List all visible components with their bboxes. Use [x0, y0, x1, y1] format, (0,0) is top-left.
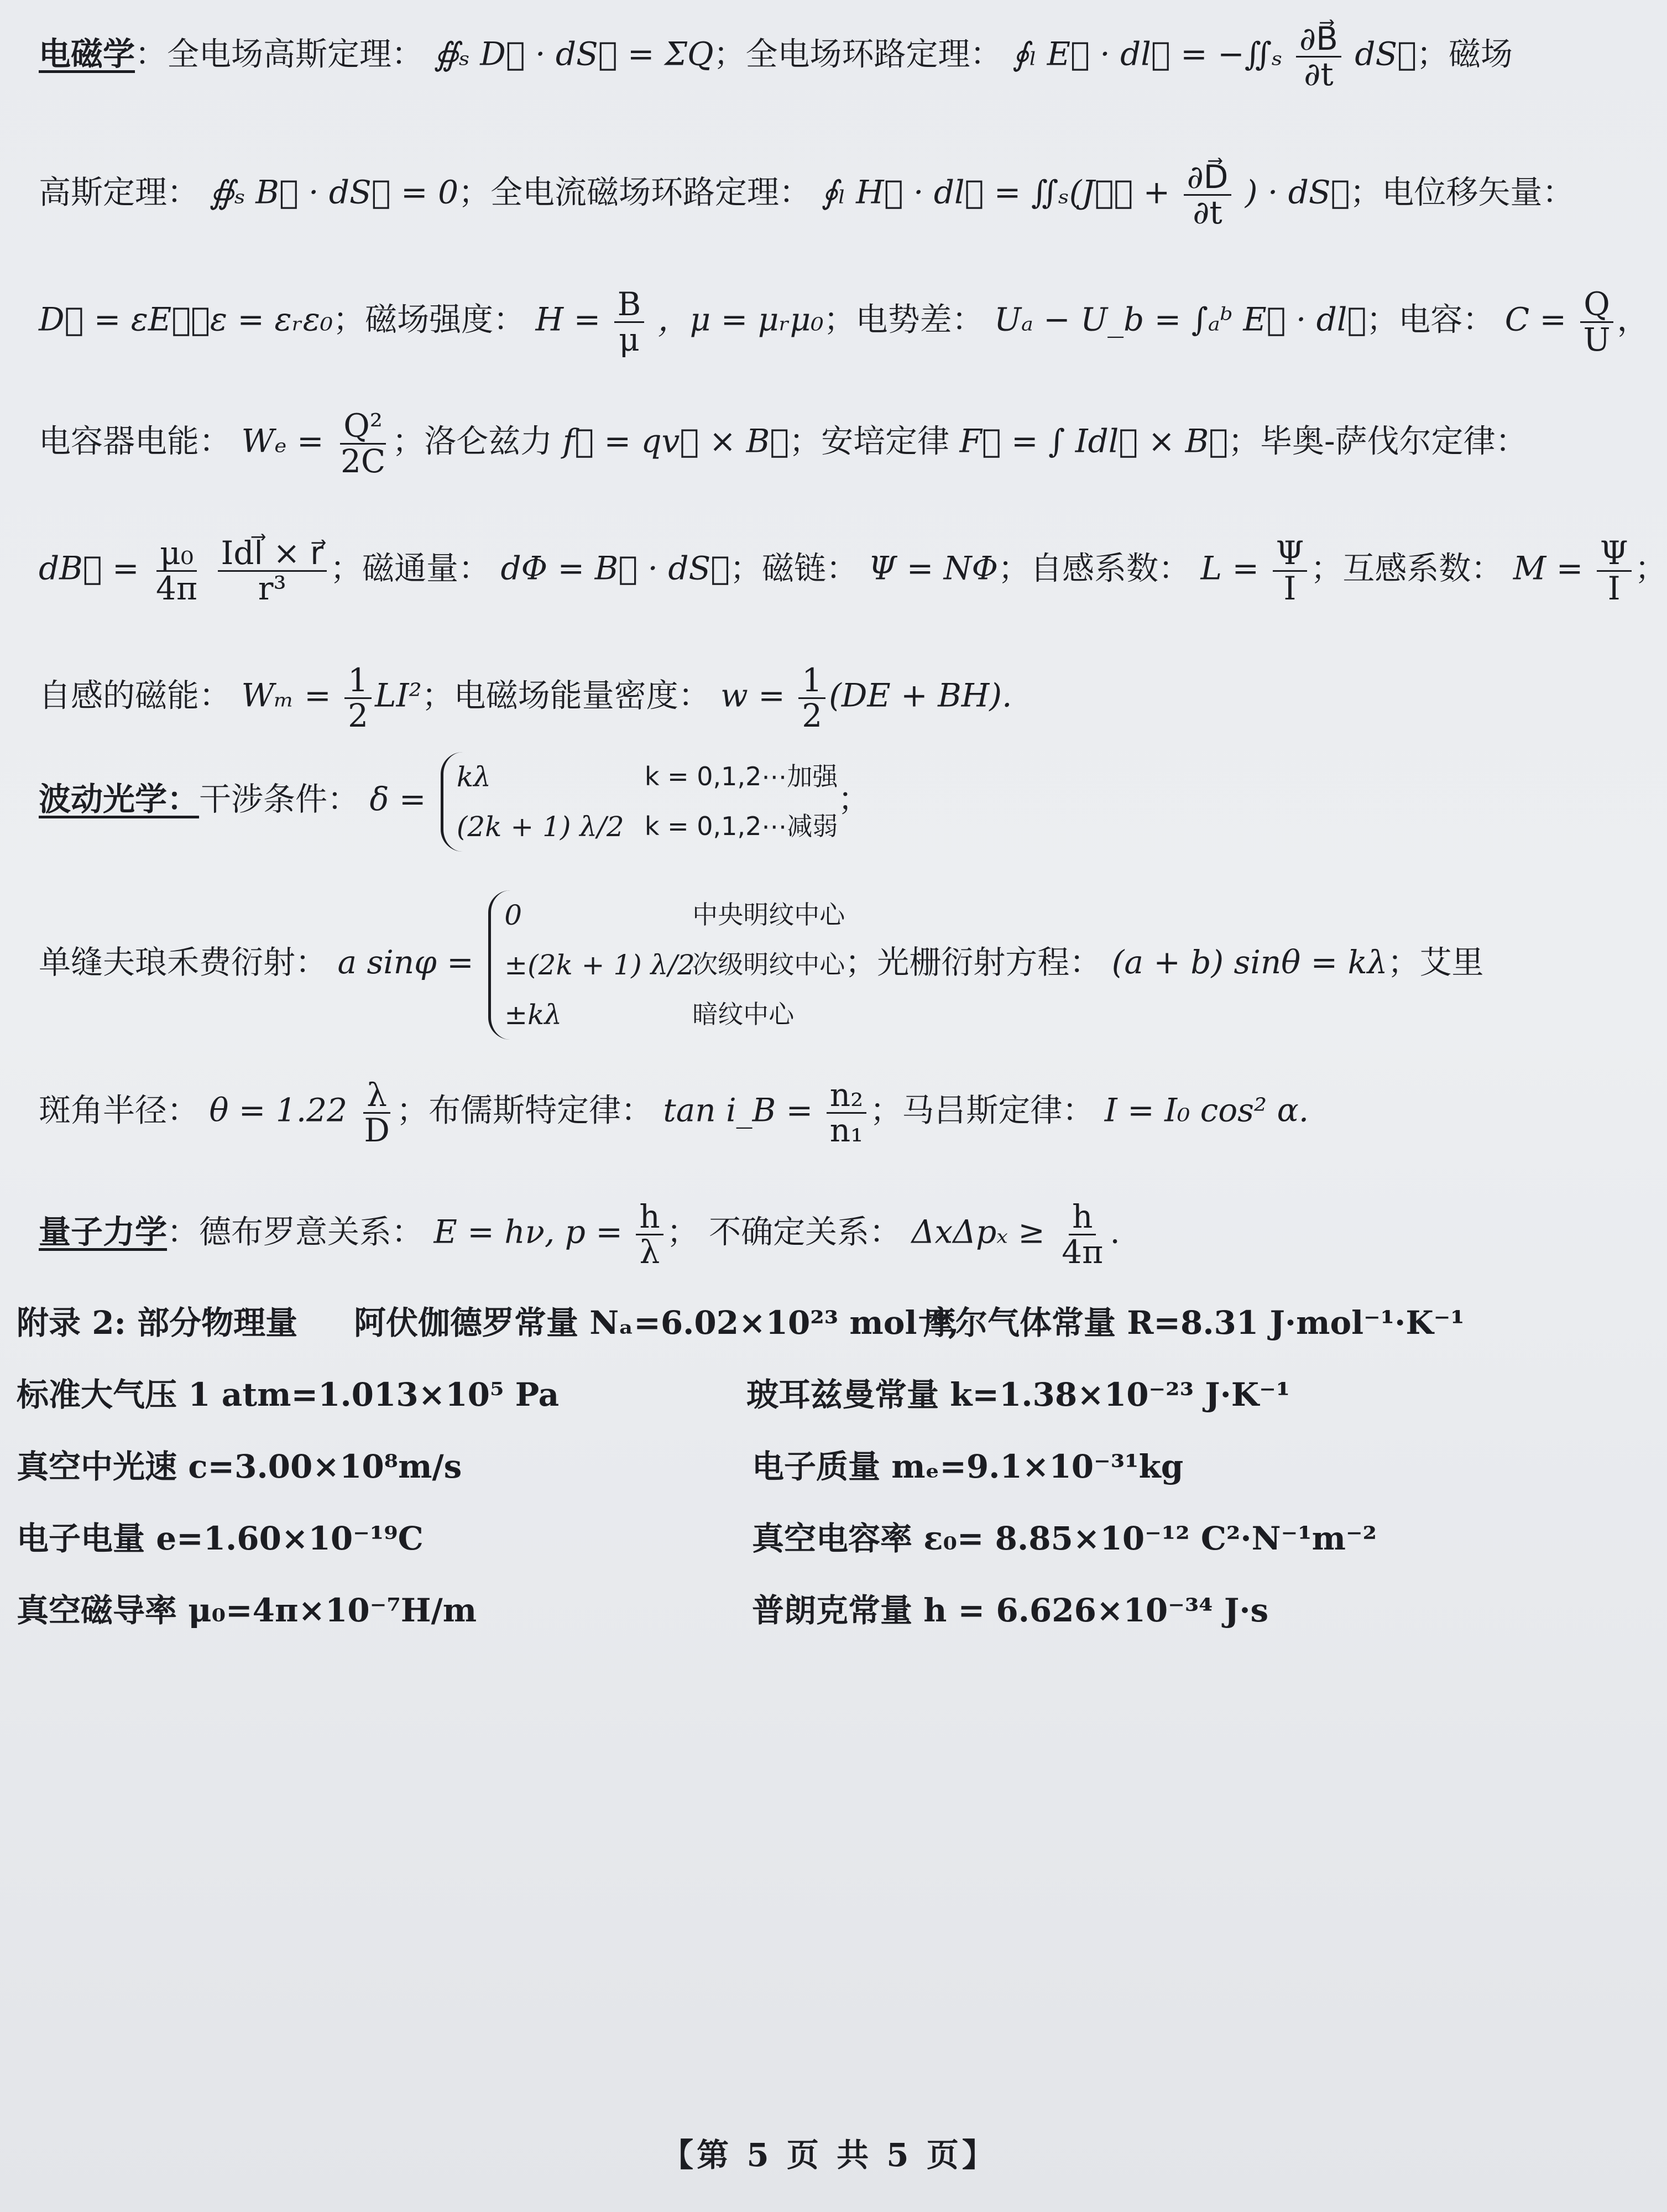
section-heading-electromagnetism: 电磁学 [39, 35, 135, 73]
math: LI² [375, 676, 422, 714]
math: Wₑ = [241, 422, 324, 460]
math: H = [535, 300, 601, 338]
fraction: $\frac{\lambda}{D}$ [364, 1076, 390, 1149]
math: (a + b) sinθ = kλ [1111, 943, 1388, 982]
math: I = I₀ cos² α. [1104, 1091, 1309, 1129]
text: ；洛仑兹力 [392, 422, 553, 460]
math: dB⃗ = [39, 549, 139, 587]
math: (DE + BH). [829, 676, 1012, 714]
text: ；毕奥-萨伐尔定律： [1228, 422, 1528, 460]
electromagnetism-line-1 [39, 22, 1626, 91]
interference-cases: kλ k = 0,1,2⋯加强 (2k + 1) λ/2 k = 0,1,2⋯减弱 [441, 752, 838, 852]
text: ； [1634, 549, 1667, 587]
text: 高斯定理： [39, 173, 200, 211]
text: ；磁场强度： [333, 300, 526, 338]
electromagnetism-line-4 [39, 409, 1626, 478]
vacuum-permeability: 真空磁导率 μ₀=4π×10⁻⁷H/m [17, 1592, 477, 1629]
text: ；自感系数： [998, 549, 1191, 587]
ampere-maxwell-law: ∮ₗ H⃗ · dl⃗ = ∬ₛ(J⃗꜀ + [821, 173, 1170, 211]
math: dΦ = B⃗ · dS⃗ [500, 549, 730, 587]
electromagnetism-line-5 [39, 534, 1667, 607]
speed-of-light: 真空中光速 c=3.00×10⁸m/s [17, 1448, 462, 1485]
text: ；电磁场能量密度： [421, 676, 710, 714]
text: 自感的磁能： [39, 676, 232, 714]
text: ；磁通量： [330, 549, 490, 587]
math: ΔxΔpₓ ≥ [911, 1213, 1045, 1251]
text: ；光栅衍射方程： [845, 943, 1102, 982]
math: ，μ = μᵣμ₀ [657, 300, 824, 338]
text: ；马吕斯定律： [870, 1091, 1095, 1129]
text: ：全电场高斯定理： [135, 35, 424, 73]
text: ， [1617, 300, 1649, 338]
vacuum-permittivity: 真空电容率 ε₀= 8.85×10⁻¹² C²·N⁻¹m⁻² [752, 1520, 1377, 1557]
text: 干涉条件： [199, 780, 360, 818]
fraction: $\frac{1}{2}$ [798, 664, 825, 733]
text: ；布儒斯特定律： [396, 1091, 653, 1129]
electron-charge: 电子电量 e=1.60×10⁻¹⁹C [17, 1520, 424, 1557]
fraction: $\frac{1}{2}$ [344, 664, 372, 733]
fraction: $\frac{\text{μ₀}}{4\pi}$ [156, 534, 198, 607]
text: . [1110, 1213, 1120, 1251]
appendix-title: 附录 2: 部分物理量 [17, 1304, 298, 1342]
text: 电容器电能： [39, 422, 232, 460]
text: ； 不确定关系： [666, 1213, 902, 1251]
math: M = [1513, 549, 1584, 587]
avogadro-constant: 阿伏伽德罗常量 Nₐ=6.02×10²³ mol⁻¹, [354, 1304, 959, 1342]
text: ；电势差： [823, 300, 984, 338]
boltzmann-constant: 玻耳兹曼常量 k=1.38×10⁻²³ J·K⁻¹ [746, 1376, 1290, 1413]
math: F⃗ = ∫ Idl⃗ × B⃗ [959, 422, 1228, 460]
text: ；全电流磁场环路定理： [458, 173, 811, 211]
text: ；全电场环路定理： [713, 35, 1002, 73]
planck-constant: 普朗克常量 h = 6.626×10⁻³⁴ J·s [752, 1592, 1269, 1629]
fraction: $\frac{\Psi}{I}$ [1273, 536, 1308, 606]
fraction: $\frac{\text{n₂}}{\text{n₁}}$ [827, 1078, 867, 1147]
math: θ = 1.22 [209, 1091, 347, 1129]
math: D⃗ = εE⃗，ε = εᵣε₀ [39, 300, 333, 338]
fraction: $\frac{\text{Q²}}{2C}$ [341, 407, 386, 480]
math: δ = [369, 780, 426, 818]
math: L = [1200, 549, 1260, 587]
electromagnetism-line-6 [39, 661, 1626, 734]
text: 斑角半径： [39, 1091, 200, 1129]
electron-mass: 电子质量 mₑ=9.1×10⁻³¹kg [752, 1448, 1184, 1485]
text: ；电位移矢量： [1350, 173, 1575, 211]
fraction: $\frac{\text{Idl⃗ × r⃗}}{\text{r³}}$ [218, 536, 327, 606]
fraction: $\frac{\partial D⃗}{\partial t}$ [1184, 160, 1232, 229]
gas-constant: 摩尔气体常量 R=8.31 J·mol⁻¹·K⁻¹ [923, 1304, 1465, 1342]
math: ) · dS⃗ [1245, 173, 1350, 211]
fraction: $\frac{h}{\lambda}$ [636, 1200, 663, 1269]
math: tan i_B = [663, 1091, 813, 1129]
text: ；安培定律 [789, 422, 950, 460]
faraday-law-integral: ∮ₗ E⃗ · dl⃗ = −∬ₛ [1012, 35, 1283, 73]
standard-atmosphere: 标准大气压 1 atm=1.013×10⁵ Pa [17, 1376, 560, 1413]
math: a sinφ = [337, 943, 474, 982]
text: ；磁场 [1416, 35, 1513, 73]
math: Ψ = NΦ [868, 549, 999, 587]
text: ；互感系数： [1310, 549, 1503, 587]
electromagnetism-line-2 [39, 160, 1626, 229]
math: Wₘ = [241, 676, 331, 714]
optics-line-3 [39, 1078, 1626, 1147]
math: E = hν, p = [433, 1213, 623, 1251]
optics-line-1 [39, 752, 1626, 852]
math: Uₐ − U_b = ∫ₐᵇ E⃗ · dl⃗ [994, 300, 1367, 338]
optics-line-2 [39, 890, 1626, 1040]
text: ；艾里 [1387, 943, 1484, 982]
math: w = [720, 676, 785, 714]
page-number: 【第 5 页 共 5 页】 [661, 2136, 997, 2174]
fraction: $\frac{Q}{U}$ [1580, 288, 1614, 357]
math: C = [1504, 300, 1567, 338]
text: ；电容： [1366, 300, 1495, 338]
quantum-line [39, 1200, 1626, 1269]
gauss-law-magnetic: ∯ₛ B⃗ · dS⃗ = 0 [209, 173, 458, 211]
text: ：德布罗意关系： [167, 1213, 424, 1251]
text: ； [838, 780, 870, 818]
fraction: $\frac{\partial B⃗}{\partial t}$ [1296, 22, 1341, 91]
section-heading-quantum: 量子力学 [39, 1213, 168, 1251]
single-slit-cases: 0 中央明纹中心 ±(2k + 1) λ/2 次级明纹中心 ±kλ 暗纹中心 [488, 890, 845, 1040]
text: 单缝夫琅禾费衍射： [39, 943, 328, 982]
math: f⃗ = qv⃗ × B⃗ [562, 422, 790, 460]
electromagnetism-line-3 [39, 285, 1649, 358]
fraction: $\frac{h}{4\pi}$ [1062, 1198, 1104, 1271]
text: ；磁链： [730, 549, 859, 587]
fraction: $\frac{\Psi}{I}$ [1597, 536, 1632, 606]
section-heading-wave-optics: 波动光学： [39, 780, 200, 818]
math: dS⃗ [1355, 35, 1417, 73]
gauss-law-electric: ∯ₛ D⃗ · dS⃗ = ΣQ [433, 35, 714, 73]
fraction: $\frac{B}{\mu}$ [614, 288, 645, 357]
